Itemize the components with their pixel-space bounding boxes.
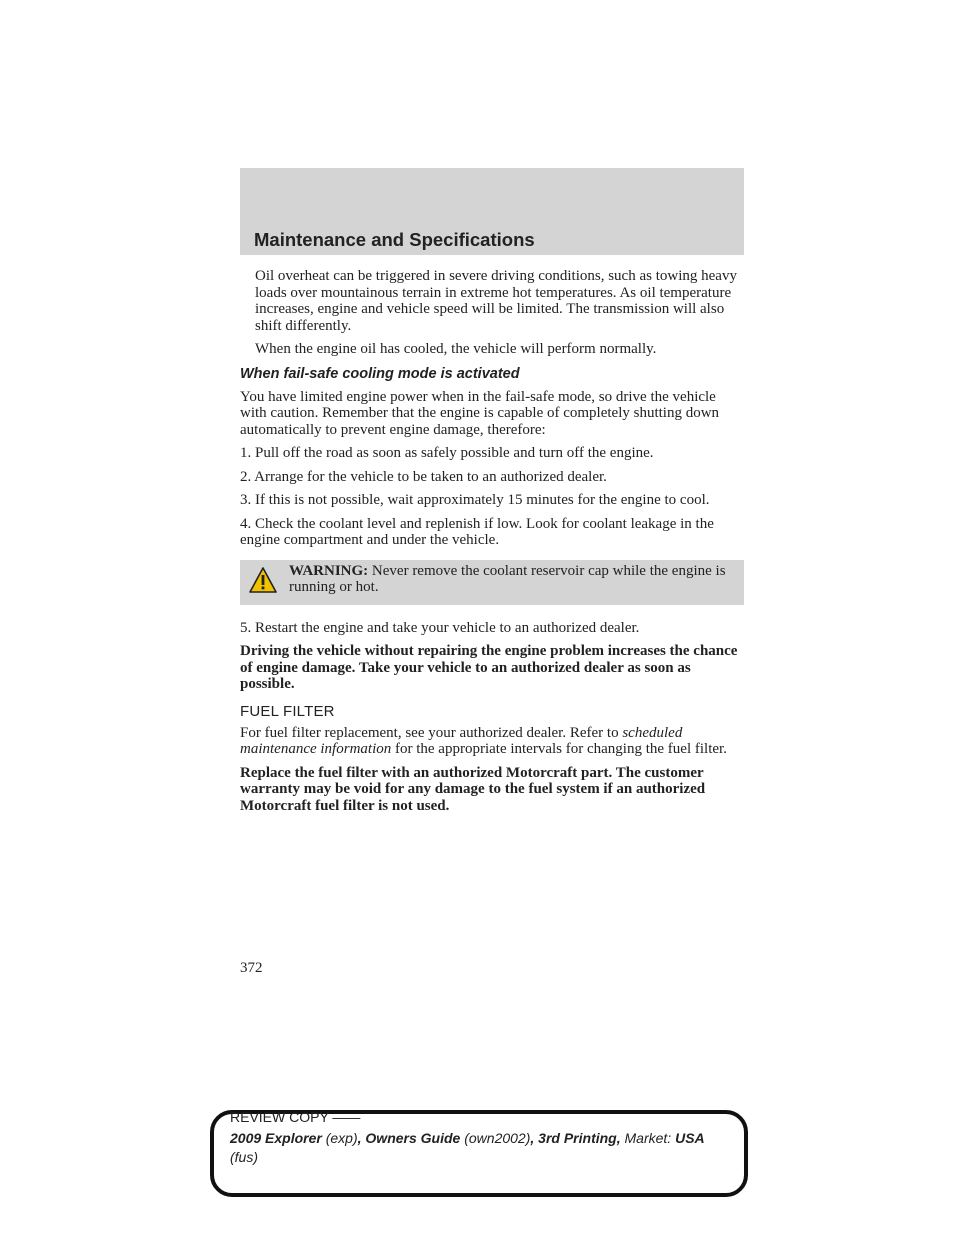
fuel-filter-text-start: For fuel filter replacement, see your authorized dealer. Refer to	[240, 724, 623, 741]
fuel-filter-text-end: for the appropriate intervals for changing the fuel filter.	[391, 741, 727, 757]
page-number: 372	[240, 960, 263, 976]
fuel-filter-bold-note: Replace the fuel filter with an authorized Motorcraft part. The customer warranty may be void for any damage to the fuel system if an authorized Motorcraft fuel filter is not used.	[240, 764, 706, 814]
step-1: 1. Pull off the road as soon as safely possible and turn off the engine.	[240, 445, 654, 461]
step-5: 5. Restart the engine and take your vehicle to an authorized dealer.	[240, 619, 640, 636]
warning-message	[289, 563, 730, 596]
warning-label: WARNING:	[289, 562, 369, 579]
page-content	[240, 268, 744, 821]
fuel-filter-heading: FUEL FILTER	[240, 702, 335, 720]
intro-paragraph-1: Oil overheat can be triggered in severe driving conditions, such as towing heavy loads over mountainous terrain in extreme hot temperatures. As oil temperature increases, engine and vehicle speed will be limited. The transmission will also shift differently.	[255, 268, 737, 334]
step-3: 3. If this is not possible, wait approximately 15 minutes for the engine to cool.	[240, 492, 710, 508]
section-title: Maintenance and Specifications	[254, 229, 535, 250]
failsafe-heading: When fail-safe cooling mode is activated	[240, 365, 520, 382]
maintenance-reference: scheduled maintenance information	[240, 724, 683, 757]
footer-review-info	[230, 1110, 740, 1167]
step-4: 4. Check the coolant level and replenish if low. Look for coolant leakage in the engine compartment and under the vehicle.	[240, 515, 714, 548]
step-2: 2. Arrange for the vehicle to be taken to an authorized dealer.	[240, 468, 607, 485]
warning-box	[240, 560, 744, 605]
failsafe-intro: You have limited engine power when in the fail-safe mode, so drive the vehicle with caution. Remember that the engine is capable of completely shutting down automatically to prevent engine damage, therefore:	[240, 388, 720, 438]
intro-paragraph-2: When the engine oil has cooled, the vehicle will perform normally.	[255, 341, 657, 357]
fuel-filter-text	[240, 725, 744, 758]
section-header	[240, 168, 744, 255]
footer-edition-line: 2009 Explorer (exp), Owners Guide (own2002), 3rd Printing, Market: USA	[230, 1130, 705, 1146]
failsafe-bold-note: Driving the vehicle without repairing the engine problem increases the chance of engine damage. Take your vehicle to an authorized dealer as soon as possible.	[240, 643, 738, 692]
warning-triangle-icon	[248, 566, 278, 594]
warning-text: Never remove the coolant reservoir cap while the engine is running or hot.	[289, 562, 726, 595]
footer-review-label: REVIEW COPY ——	[230, 1109, 361, 1125]
footer-market-code: (fus)	[230, 1149, 258, 1165]
